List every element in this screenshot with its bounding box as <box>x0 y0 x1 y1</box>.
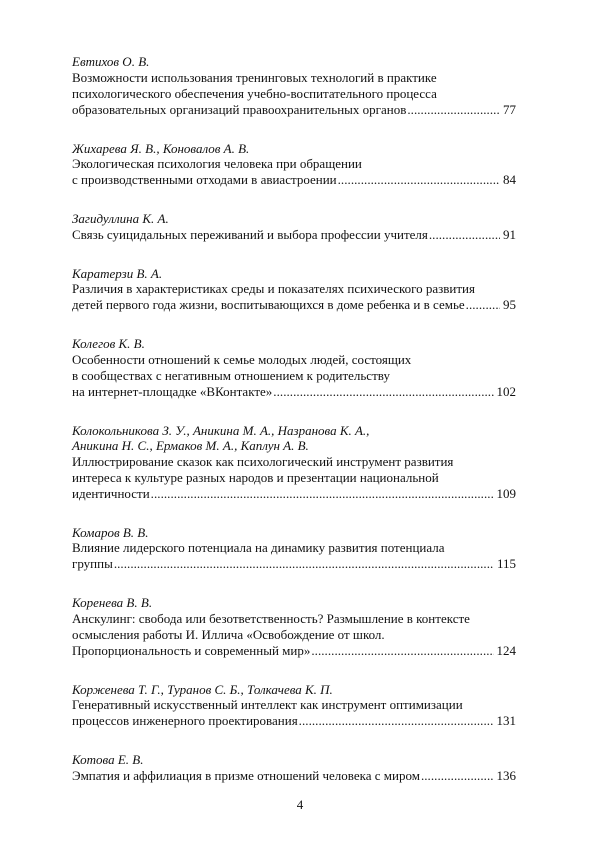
title-last-line <box>72 556 516 572</box>
toc-entry <box>72 141 516 189</box>
page-number: 4 <box>296 797 304 812</box>
title-line: Связь суицидальных переживаний и выбора профессии учителя <box>72 226 428 242</box>
dot-leader <box>273 384 493 400</box>
title-line: процессов инженерного проектирования <box>72 713 298 728</box>
title-line: группы <box>72 556 113 571</box>
entry-authors: Колокольникова З. У., Аникина М. А., Назранова К. А., <box>72 422 370 438</box>
title-line: Генеративный искусственный интеллект как инструмент оптимизации <box>72 697 463 712</box>
title-line: Экологическая психология человека при обращении <box>72 156 362 171</box>
entry-authors: Коренева В. В. <box>72 595 153 610</box>
dot-leader <box>421 768 494 784</box>
entry-title <box>72 281 516 313</box>
toc-entry <box>72 336 516 400</box>
entry-authors: Евтихов О. В. <box>72 54 150 69</box>
toc-entry <box>72 266 516 314</box>
toc-entry <box>72 211 516 243</box>
entry-page-number: 124 <box>496 642 516 658</box>
dot-leader <box>466 297 500 313</box>
entry-title <box>72 156 516 188</box>
toc-entry <box>72 752 516 784</box>
title-last-line <box>72 768 516 784</box>
title-line: с производственными отходами в авиастроении <box>72 172 337 187</box>
title-last-line <box>72 486 516 502</box>
entry-title <box>72 611 516 659</box>
entry-page-number: 136 <box>496 767 516 783</box>
entry-authors: Аникина Н. С., Ермаков М. А., Каплун А. В. <box>72 438 309 453</box>
entry-authors: Каратерзи В. А. <box>72 265 163 281</box>
title-last-line <box>72 643 516 659</box>
dot-leader <box>429 227 500 243</box>
entry-page-number: 102 <box>496 383 516 399</box>
title-line: Эмпатия и аффилиация в призме отношений человека с миром <box>72 767 420 783</box>
dot-leader <box>407 102 500 118</box>
dot-leader <box>299 713 494 729</box>
title-line: психологического обеспечения учебно-воспитательного процесса <box>72 85 437 101</box>
title-line: интереса к культуре разных народов и презентации национальной <box>72 469 439 485</box>
entry-page-number: 95 <box>503 297 516 312</box>
title-line: в сообществах с негативным отношением к родительству <box>72 367 390 383</box>
title-line: Анскулинг: свобода или безответственность? Размышление в контексте <box>72 610 470 626</box>
entry-title <box>72 352 516 400</box>
table-of-contents <box>72 54 516 807</box>
entry-authors: Корженева Т. Г., Туранов С. Б., Толкачева К. П. <box>72 681 333 697</box>
title-last-line <box>72 172 516 188</box>
entry-authors: Жихарева Я. В., Коновалов А. В. <box>72 140 250 156</box>
toc-entry <box>72 682 516 730</box>
title-line: на интернет-площадке «ВКонтакте» <box>72 383 273 399</box>
title-line: Пропорциональность и современный мир» <box>72 642 311 658</box>
entry-page-number: 115 <box>496 556 516 571</box>
title-last-line <box>72 227 516 243</box>
entry-title <box>72 540 516 572</box>
title-line: Влияние лидерского потенциала на динамику развития потенциала <box>72 540 445 555</box>
entry-title <box>72 697 516 729</box>
title-line: образовательных организаций правоохранительных органов <box>72 101 407 117</box>
toc-entry <box>72 595 516 659</box>
dot-leader <box>311 643 493 659</box>
entry-title <box>72 454 516 502</box>
entry-title <box>72 227 516 243</box>
entry-page-number: 109 <box>496 485 516 501</box>
entry-page-number: 84 <box>503 172 516 187</box>
title-line: осмысления работы И. Иллича «Освобождение от школ. <box>72 626 385 642</box>
toc-entry <box>72 54 516 118</box>
title-line: идентичности <box>72 485 150 501</box>
title-line: Возможности использования тренинговых технологий в практике <box>72 69 437 85</box>
entry-title <box>72 70 516 118</box>
title-line: Особенности отношений к семье молодых людей, состоящих <box>72 351 412 367</box>
toc-entry <box>72 525 516 573</box>
title-last-line <box>72 297 516 313</box>
entry-authors: Загидуллина К. А. <box>72 211 169 226</box>
title-last-line <box>72 384 516 400</box>
entry-authors: Котова Е. В. <box>72 752 144 767</box>
toc-entry <box>72 423 516 502</box>
title-line: Иллюстрирование сказок как психологический инструмент развития <box>72 453 454 469</box>
title-line: Различия в характеристиках среды и показателях психического развития <box>72 281 475 296</box>
entry-authors: Колегов К. В. <box>72 336 145 351</box>
title-line: детей первого года жизни, воспитывающихся в доме ребенка и в семье <box>72 297 465 312</box>
dot-leader <box>338 172 500 188</box>
entry-page-number: 77 <box>503 101 516 117</box>
entry-title <box>72 768 516 784</box>
dot-leader <box>114 556 494 572</box>
entry-page-number: 131 <box>496 713 516 728</box>
title-last-line <box>72 102 516 118</box>
dot-leader <box>151 486 494 502</box>
entry-authors: Комаров В. В. <box>72 524 149 540</box>
entry-page-number: 91 <box>503 226 516 242</box>
title-last-line <box>72 713 516 729</box>
